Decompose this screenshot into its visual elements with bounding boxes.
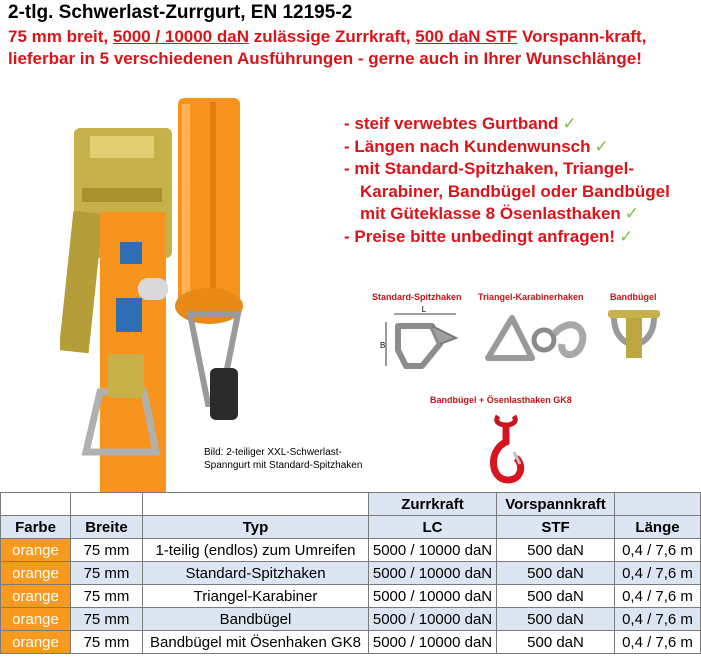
group-header-vorspannkraft: Vorspannkraft	[497, 493, 615, 516]
label-bandbuegel-gk8: Bandbügel + Ösenlasthaken GK8	[430, 395, 572, 405]
cell-breite: 75 mm	[71, 585, 143, 608]
cell-typ: 1-teilig (endlos) zum Umreifen	[143, 539, 369, 562]
lc-value: 5000 / 10000 daN	[112, 27, 249, 46]
triangel-karabiner-image	[482, 310, 592, 370]
label-standard-spitzhaken: Standard-Spitzhaken	[372, 292, 462, 302]
photo-caption: Bild: 2-teiliger XXL-Schwerlast-Spanngurt mit Standard-Spitzhaken	[204, 447, 363, 471]
table-row	[1, 608, 701, 631]
cell-typ: Triangel-Karabiner	[143, 585, 369, 608]
check-icon: ✓	[562, 114, 577, 133]
cell-breite: 75 mm	[71, 539, 143, 562]
cell-stf: 500 daN	[497, 562, 615, 585]
header-farbe: Farbe	[1, 516, 71, 539]
check-icon: ✓	[624, 204, 640, 223]
header-breite: Breite	[71, 516, 143, 539]
check-icon: ✓	[619, 226, 634, 246]
cell-farbe: orange	[1, 539, 71, 562]
table-header-row	[1, 516, 701, 539]
table-row	[1, 539, 701, 562]
label-bandbuegel: Bandbügel	[610, 292, 657, 302]
cell-lc: 5000 / 10000 daN	[369, 608, 497, 631]
cell-lc: 5000 / 10000 daN	[369, 562, 497, 585]
cell-breite: 75 mm	[71, 562, 143, 585]
label-triangel-karabinerhaken: Triangel-Karabinerhaken	[478, 292, 584, 302]
cell-stf: 500 daN	[497, 608, 615, 631]
feature-item: - Preise bitte unbedingt anfragen! ✓	[344, 226, 634, 246]
oesenlasthaken-gk8-image	[486, 408, 526, 488]
cell-farbe: orange	[1, 562, 71, 585]
cell-typ: Standard-Spitzhaken	[143, 562, 369, 585]
cell-laenge: 0,4 / 7,6 m	[615, 539, 701, 562]
dim-l-label: L	[421, 305, 427, 314]
feature-item: - mit Standard-Spitzhaken, Triangel-Karabiner, Bandbügel oder Bandbügel mit Güteklasse 8 Ösenlasthaken ✓	[344, 159, 670, 223]
header-typ: Typ	[143, 516, 369, 539]
cell-lc: 5000 / 10000 daN	[369, 585, 497, 608]
cell-breite: 75 mm	[71, 608, 143, 631]
cell-stf: 500 daN	[497, 539, 615, 562]
check-icon: ✓	[594, 136, 609, 156]
feature-item: - steif verwebtes Gurtband ✓	[344, 114, 577, 133]
table-row	[1, 631, 701, 654]
table-group-header-row	[1, 493, 701, 516]
cell-laenge: 0,4 / 7,6 m	[615, 585, 701, 608]
page-title: 2-tlg. Schwerlast-Zurrgurt, EN 12195-2	[8, 2, 353, 23]
cell-farbe: orange	[1, 585, 71, 608]
stf-value: 500 daN STF	[415, 27, 518, 46]
spitzhaken-image	[376, 304, 468, 376]
intro-text: 75 mm breit, 5000 / 10000 daN zulässige Zurrkraft, 500 daN STF Vorspann-kraft, lieferbar in 5 verschiedenen Ausführungen - gerne auch in Ihrer Wunschlänge!	[8, 27, 647, 68]
cell-laenge: 0,4 / 7,6 m	[615, 608, 701, 631]
cell-farbe: orange	[1, 608, 71, 631]
cell-typ: Bandbügel mit Ösenhaken GK8	[143, 631, 369, 654]
feature-item: - Längen nach Kundenwunsch ✓	[344, 136, 609, 156]
product-photo	[60, 92, 260, 500]
cell-breite: 75 mm	[71, 631, 143, 654]
bandbuegel-image	[604, 304, 664, 366]
cell-stf: 500 daN	[497, 631, 615, 654]
group-header-zurrkraft: Zurrkraft	[369, 493, 497, 516]
cell-laenge: 0,4 / 7,6 m	[615, 562, 701, 585]
header-stf: STF	[497, 516, 615, 539]
cell-typ: Bandbügel	[143, 608, 369, 631]
spec-table	[0, 492, 701, 654]
header-lc: LC	[369, 516, 497, 539]
table-row	[1, 585, 701, 608]
cell-lc: 5000 / 10000 daN	[369, 631, 497, 654]
table-row	[1, 562, 701, 585]
cell-farbe: orange	[1, 631, 71, 654]
cell-laenge: 0,4 / 7,6 m	[615, 631, 701, 654]
cell-stf: 500 daN	[497, 585, 615, 608]
dim-b-label: B	[380, 341, 386, 350]
feature-list	[344, 113, 694, 248]
cell-lc: 5000 / 10000 daN	[369, 539, 497, 562]
header-laenge: Länge	[615, 516, 701, 539]
